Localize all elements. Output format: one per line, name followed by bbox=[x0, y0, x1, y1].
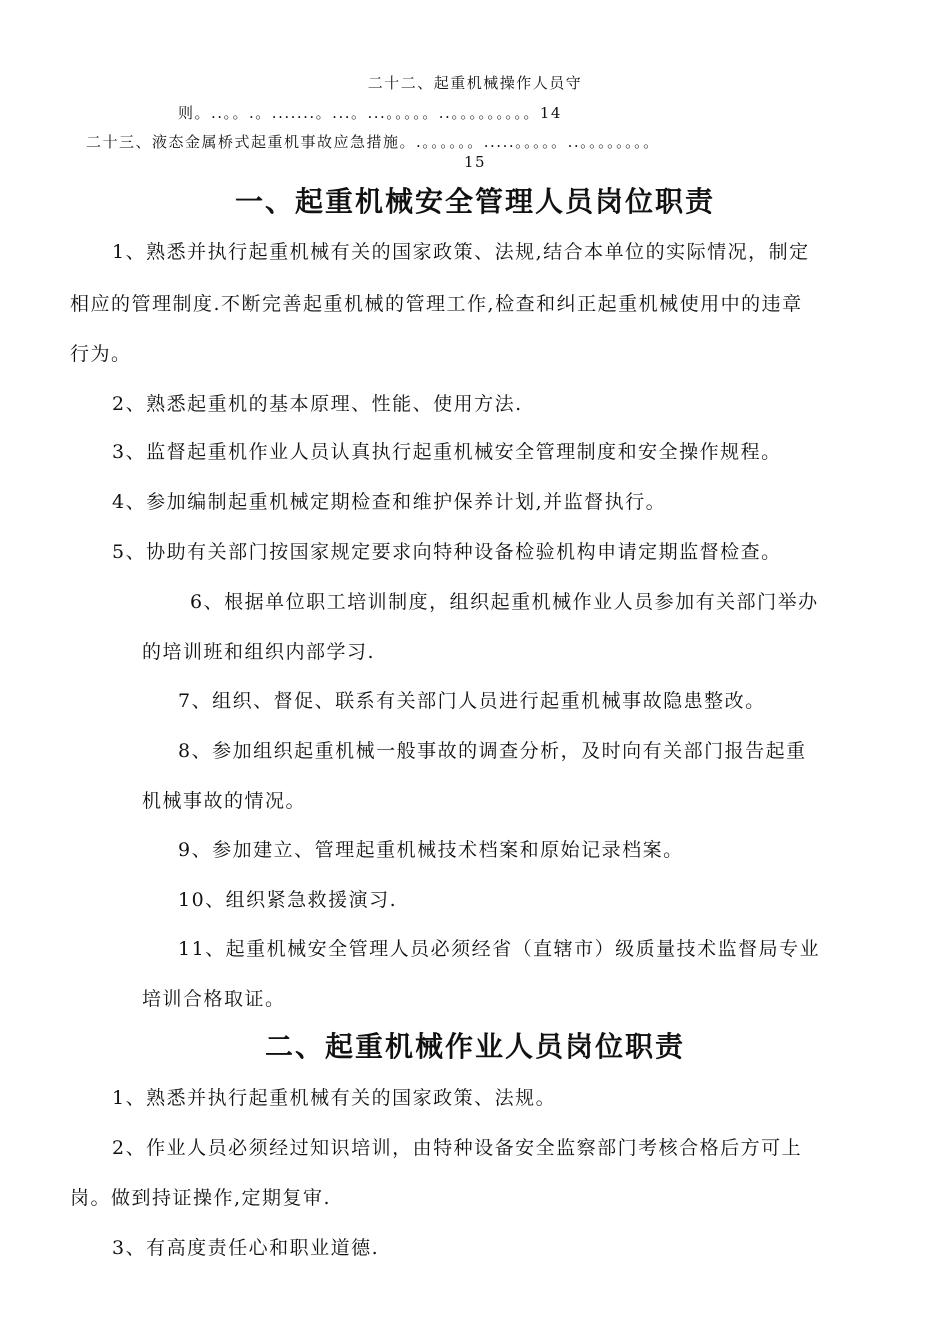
paragraph-line: 6、根据单位职工培训制度，组织起重机械作业人员参加有关部门举办 bbox=[190, 591, 819, 613]
toc-entry-22-line1: 二十二、起重机械操作人员守 bbox=[367, 74, 583, 92]
toc-entry-23-line1: 二十三、液态金属桥式起重机事故应急措施。.。。。。。。.....。。。。。..。。。。。。。。 bbox=[86, 133, 660, 151]
paragraph-line: 1、熟悉并执行起重机械有关的国家政策、法规,结合本单位的实际情况，制定 bbox=[112, 241, 810, 263]
paragraph-line: 10、组织紧急救援演习. bbox=[178, 889, 398, 911]
paragraph-line: 4、参加编制起重机械定期检查和维护保养计划,并监督执行。 bbox=[112, 491, 667, 513]
paragraph-line: 3、监督起重机作业人员认真执行起重机械安全管理制度和安全操作规程。 bbox=[112, 441, 782, 463]
paragraph-line: 1、熟悉并执行起重机械有关的国家政策、法规。 bbox=[112, 1087, 557, 1109]
paragraph-line: 9、参加建立、管理起重机械技术档案和原始记录档案。 bbox=[178, 839, 684, 861]
section2-title: 二、起重机械作业人员岗位职责 bbox=[264, 1030, 685, 1063]
paragraph-line: 5、协助有关部门按国家规定要求向特种设备检验机构申请定期监督检查。 bbox=[112, 541, 782, 563]
paragraph-line: 3、有高度责任心和职业道德. bbox=[112, 1237, 380, 1259]
paragraph-line: 相应的管理制度.不断完善起重机械的管理工作,检查和纠正起重机械使用中的违章 bbox=[70, 293, 803, 315]
section1-title: 一、起重机械安全管理人员岗位职责 bbox=[234, 185, 715, 218]
paragraph-line: 岗。做到持证操作,定期复审. bbox=[70, 1187, 332, 1209]
toc-entry-22-line2: 则。..。。.。.......。...。...。。。。。..。。。。。。。。。14 bbox=[178, 104, 562, 122]
paragraph-line: 行为。 bbox=[70, 343, 132, 365]
paragraph-line: 培训合格取证。 bbox=[142, 988, 286, 1010]
paragraph-line: 2、作业人员必须经过知识培训，由特种设备安全监察部门考核合格后方可上 bbox=[112, 1137, 803, 1159]
paragraph-line: 机械事故的情况。 bbox=[142, 790, 307, 812]
paragraph-line: 11、起重机械安全管理人员必须经省（直辖市）级质量技术监督局专业 bbox=[178, 938, 821, 960]
toc-entry-23-page: 15 bbox=[463, 153, 487, 171]
paragraph-line: 的培训班和组织内部学习. bbox=[142, 641, 376, 663]
paragraph-line: 8、参加组织起重机械一般事故的调查分析，及时向有关部门报告起重 bbox=[178, 740, 807, 762]
paragraph-line: 7、组织、督促、联系有关部门人员进行起重机械事故隐患整改。 bbox=[178, 690, 766, 712]
paragraph-line: 2、熟悉起重机的基本原理、性能、使用方法. bbox=[112, 393, 523, 415]
